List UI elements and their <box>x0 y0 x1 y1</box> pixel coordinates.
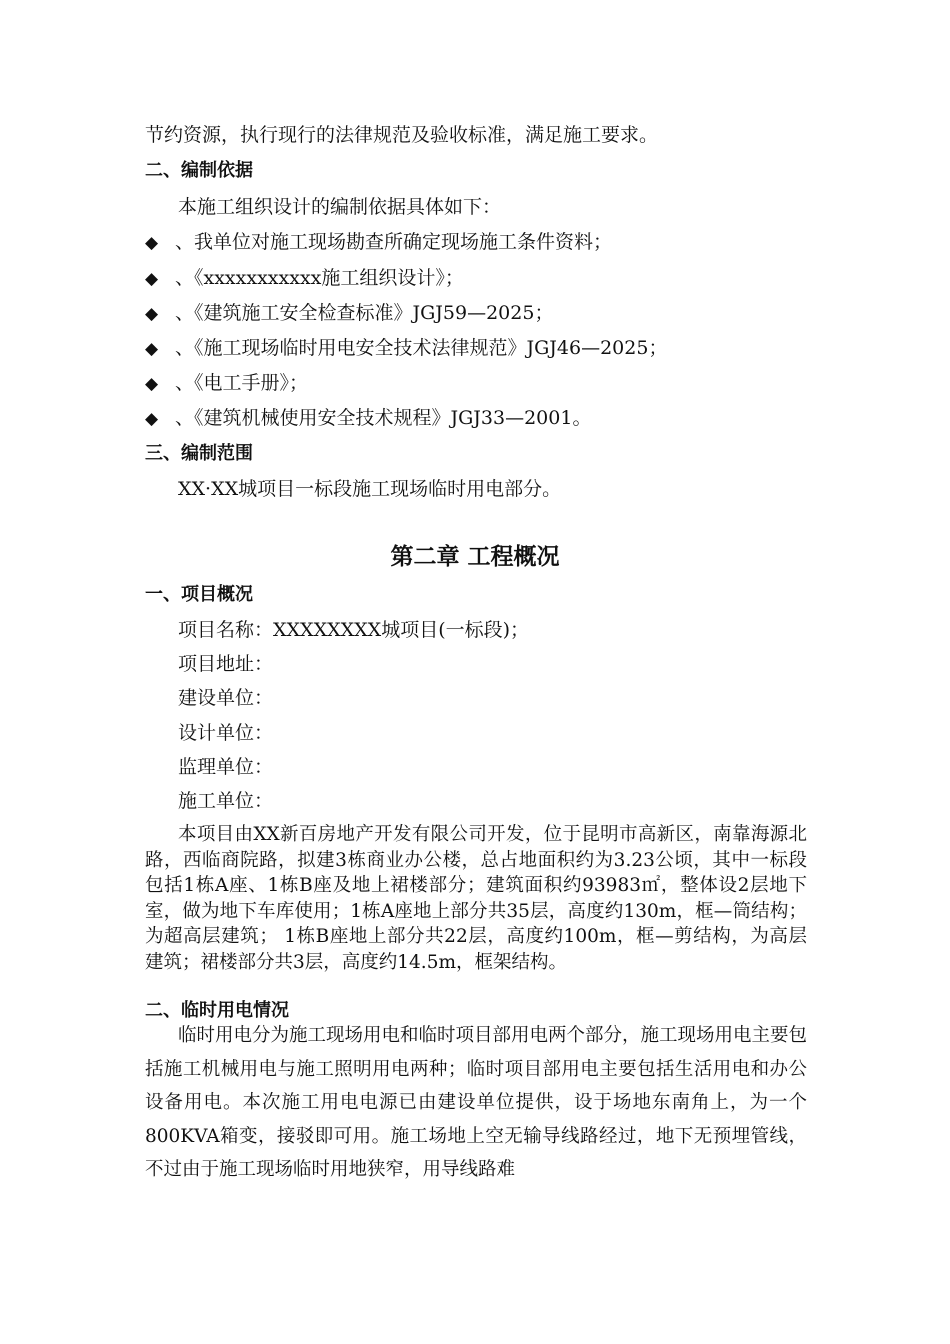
project-field: 施工单位： <box>178 790 274 812</box>
intro-tail-text: 节约资源，执行现行的法律规范及验收标准，满足施工要求。 <box>145 124 659 146</box>
basis-item-text: 、《施工现场临时用电安全技术法律规范》JGJ46—2025； <box>175 337 668 359</box>
basis-list-item <box>145 405 591 432</box>
basis-item-text: 、《xxxxxxxxxxx施工组织设计》； <box>175 267 464 289</box>
project-field: 监理单位： <box>178 756 274 778</box>
project-field: 项目名称：XXXXXXXX城项目(一标段)； <box>178 619 530 641</box>
basis-item-text: 、《建筑施工安全检查标准》JGJ59—2025； <box>175 302 554 324</box>
diamond-bullet-icon: ◆ <box>145 269 159 289</box>
diamond-bullet-icon: ◆ <box>145 339 159 359</box>
basis-list-item <box>145 335 667 362</box>
basis-lead-text: 本施工组织设计的编制依据具体如下： <box>178 196 502 218</box>
section-heading-overview: 一、项目概况 <box>145 584 253 605</box>
scope-text: XX·XX城项目一标段施工现场临时用电部分。 <box>178 478 562 500</box>
basis-item-text: 、《建筑机械使用安全技术规程》JGJ33—2001。 <box>175 407 592 429</box>
basis-item-text: 、《电工手册》； <box>175 372 309 394</box>
basis-list-item <box>145 370 308 397</box>
chapter-title: 第二章 工程概况 <box>390 544 560 570</box>
section-heading-basis: 二、编制依据 <box>145 160 253 181</box>
basis-list-item <box>145 300 553 327</box>
project-field: 设计单位： <box>178 722 274 744</box>
basis-list-item <box>145 265 464 292</box>
overview-paragraph: 本项目由XX新百房地产开发有限公司开发，位于昆明市高新区，南靠海源北路，西临商院路，拟建3栋商业办公楼，总占地面积约为3.23公顷，其中一标段包括1栋A座、1栋B座及地上裙楼部分；建筑面积约93983㎡，整体设2层地下室，做为地下车库使用；1栋A座地上部分共35层，高度约130m，框—筒结构；为超高层建筑； 1栋B座地上部分共22层，高度约100m，框—剪结构，为高层建筑；裙楼部分共3层，高度约14.5m，框架结构。 <box>145 824 807 973</box>
basis-item-text: 、我单位对施工现场勘查所确定现场施工条件资料； <box>175 231 613 253</box>
section-heading-power: 二、临时用电情况 <box>145 1000 289 1021</box>
diamond-bullet-icon: ◆ <box>145 233 159 253</box>
diamond-bullet-icon: ◆ <box>145 374 159 394</box>
diamond-bullet-icon: ◆ <box>145 304 159 324</box>
section-heading-scope: 三、编制范围 <box>145 443 253 464</box>
power-paragraph: 临时用电分为施工现场用电和临时项目部用电两个部分，施工现场用电主要包括施工机械用电与施工照明用电两种；临时项目部用电主要包括生活用电和办公设备用电。本次施工用电电源已由建设单位提供，设于场地东南角上，为一个800KVA箱变，接驳即可用。施工场地上空无输导线路经过，地下无预埋管线，不过由于施工现场临时用地狭窄，用导线路难 <box>145 1025 808 1180</box>
basis-list-item <box>145 229 612 256</box>
project-field: 项目地址： <box>178 653 274 675</box>
project-field: 建设单位： <box>178 687 274 709</box>
diamond-bullet-icon: ◆ <box>145 409 159 429</box>
